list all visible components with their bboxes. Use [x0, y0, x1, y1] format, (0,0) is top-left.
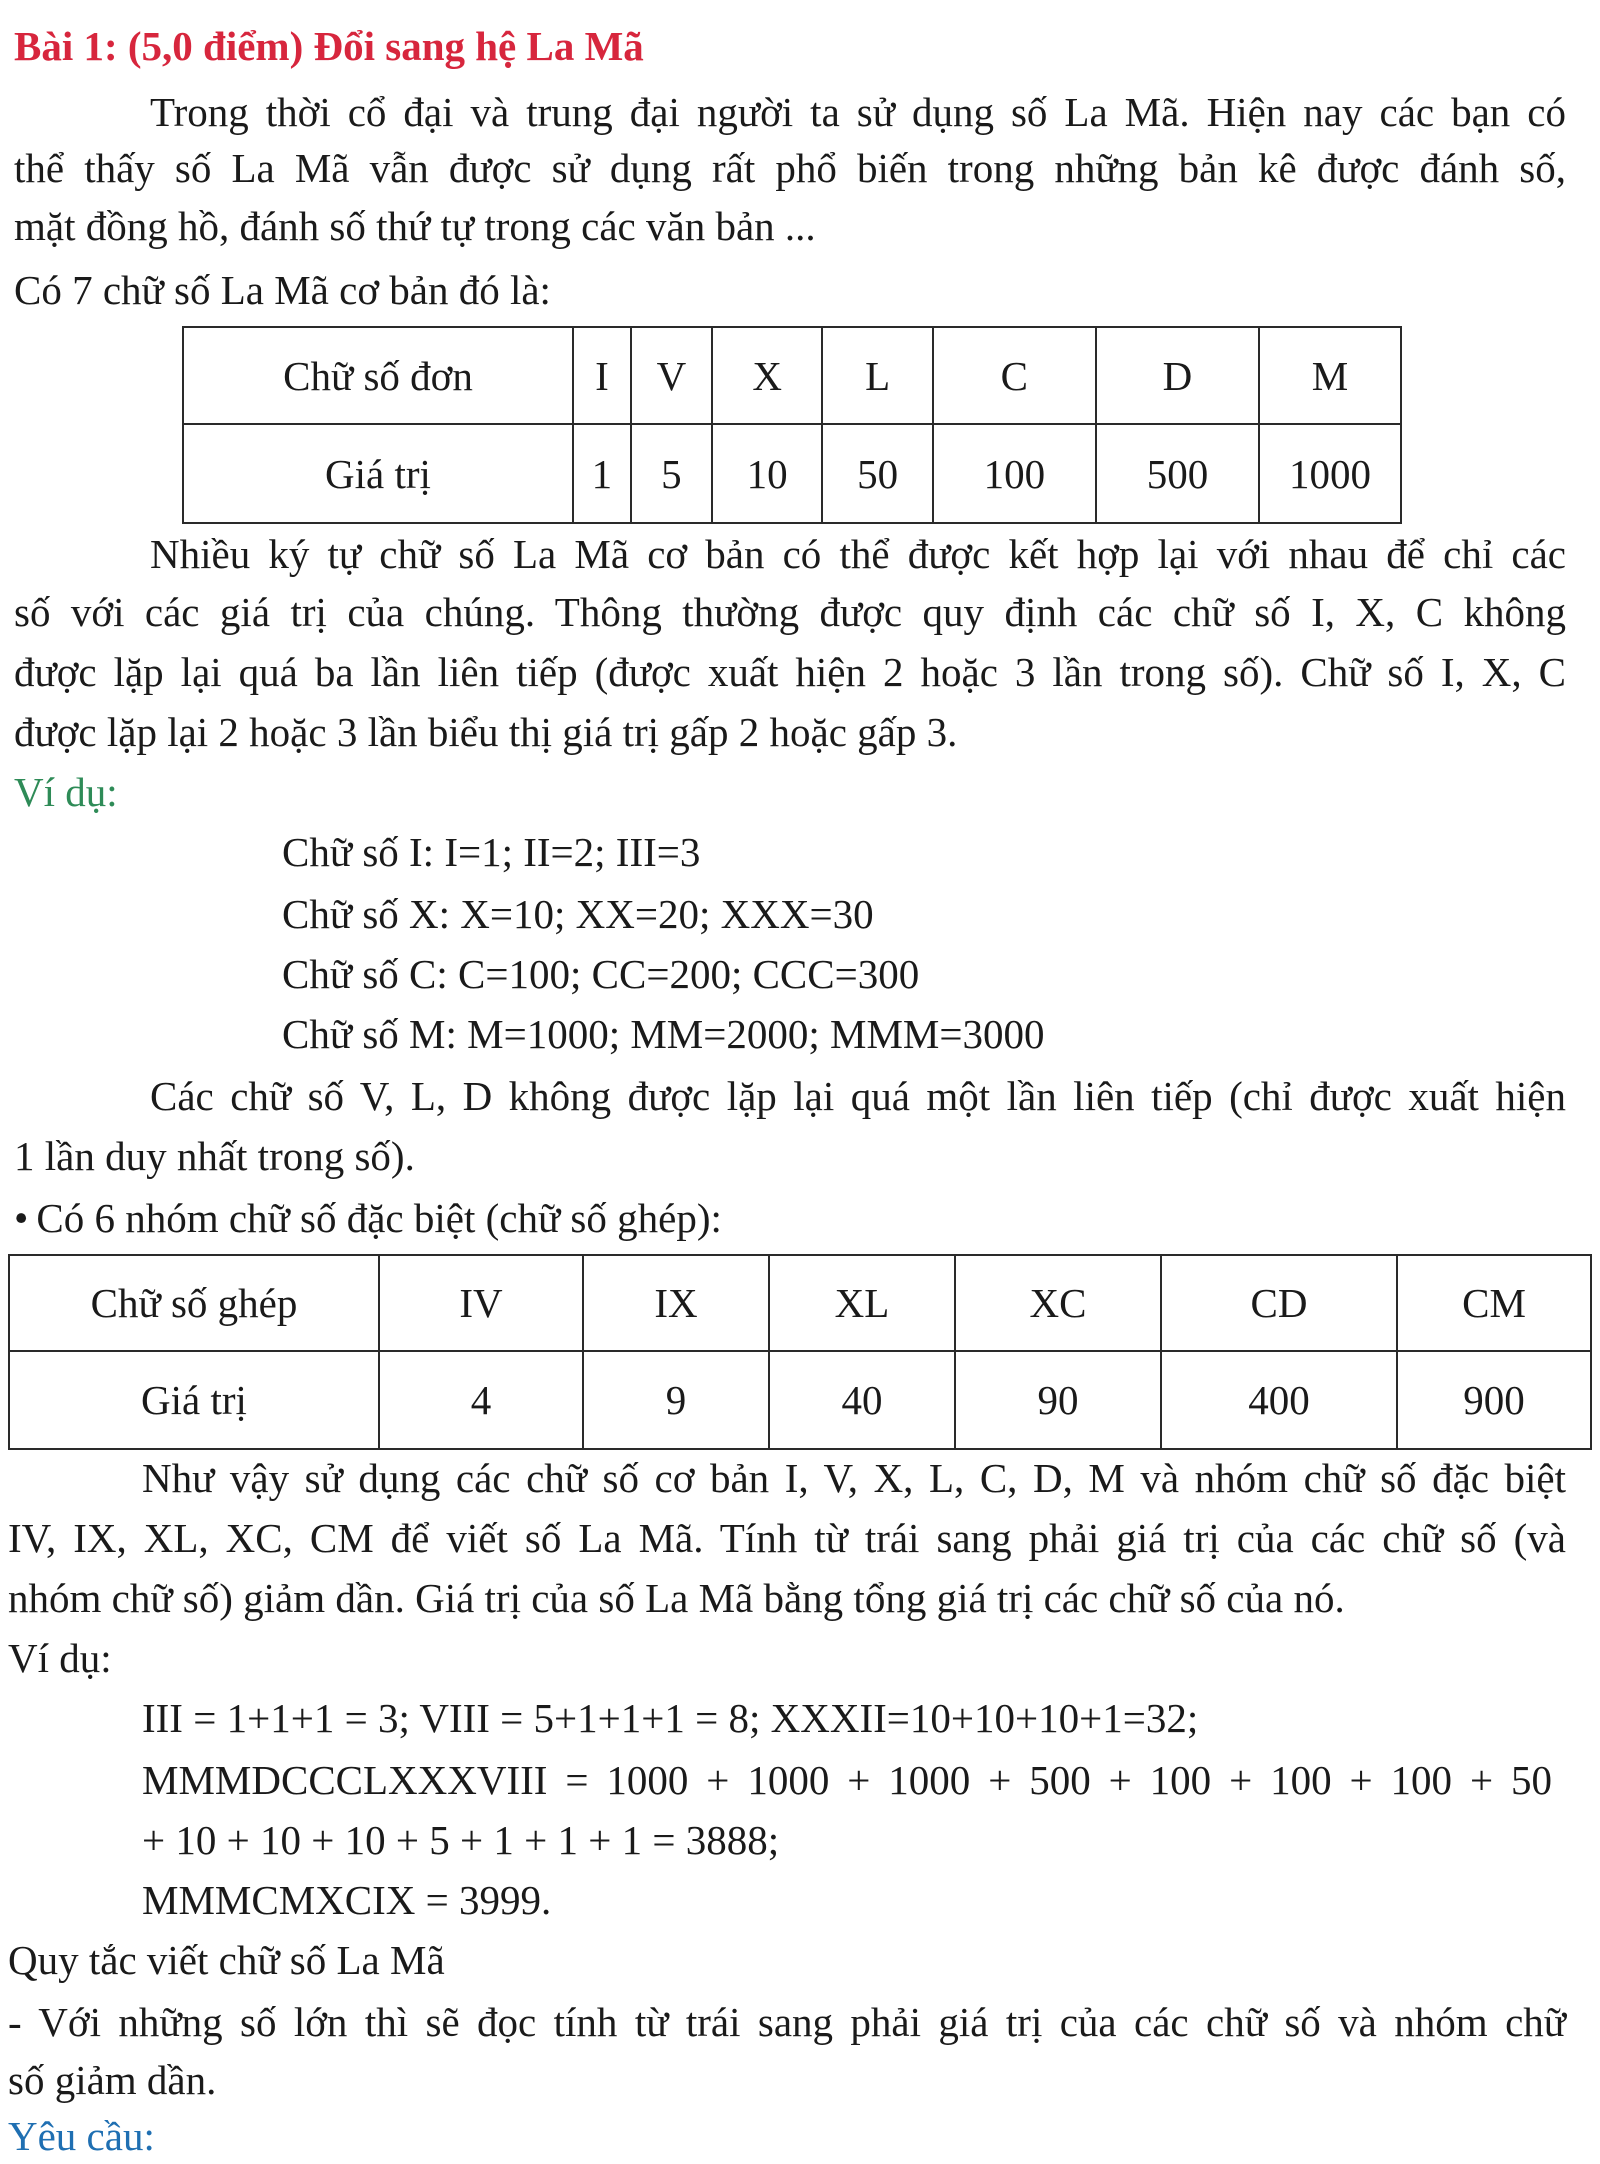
- example2-line-3: + 10 + 10 + 10 + 5 + 1 + 1 + 1 = 3888;: [142, 1817, 780, 1863]
- rule-line-1: - Với những số lớn thì sẽ đọc tính từ trái sang phải giá trị của các chữ số và nhóm chữ: [8, 1999, 1566, 2045]
- special-table-symbol: CM: [1397, 1255, 1591, 1351]
- basic-table-value: 1000: [1259, 424, 1401, 523]
- special-table-value: 900: [1397, 1351, 1591, 1449]
- special-digits-intro: [14, 1190, 722, 1246]
- special-table-value: 9: [583, 1351, 769, 1449]
- basic-table-value-label: Giá trị: [183, 424, 573, 523]
- special-table-value-row: [9, 1351, 1591, 1449]
- example2-line-2: MMMDCCCLXXXVIII = 1000 + 1000 + 1000 + 500 + 100 + 100 + 100 + 50: [142, 1757, 1552, 1803]
- basic-table-symbol: X: [712, 327, 822, 424]
- basic-table-symbol: D: [1096, 327, 1259, 424]
- basic-table-symbol: M: [1259, 327, 1401, 424]
- special-table-value: 40: [769, 1351, 955, 1449]
- basic-table-value: 100: [933, 424, 1096, 523]
- basic-table-symbol: I: [573, 327, 631, 424]
- special-table-symbol: IV: [379, 1255, 583, 1351]
- requirement-label: Yêu cầu:: [8, 2113, 155, 2159]
- basic-table-header-label: Chữ số đơn: [183, 327, 573, 424]
- special-table-symbol: XL: [769, 1255, 955, 1351]
- special-digits-intro-text: Có 6 nhóm chữ số đặc biệt (chữ số ghép):: [36, 1195, 722, 1241]
- special-table-value: 4: [379, 1351, 583, 1449]
- special-table-symbol: CD: [1161, 1255, 1397, 1351]
- example-line: Chữ số M: M=1000; MM=2000; MMM=3000: [282, 1011, 1045, 1057]
- example2-line-1: III = 1+1+1 = 3; VIII = 5+1+1+1 = 8; XXXII=10+10+10+1=32;: [142, 1695, 1199, 1741]
- combine-line-4: được lặp lại 2 hoặc 3 lần biểu thị giá trị gấp 2 hoặc gấp 3.: [14, 709, 958, 755]
- basic-table-value: 1: [573, 424, 631, 523]
- special-digits-table: [8, 1254, 1592, 1450]
- basic-digits-table: [182, 326, 1402, 524]
- example-line: Chữ số X: X=10; XX=20; XXX=30: [282, 891, 874, 937]
- combine-line-1: Nhiều ký tự chữ số La Mã cơ bản có thể được kết hợp lại với nhau để chỉ các: [150, 531, 1566, 577]
- intro-line-3: mặt đồng hồ, đánh số thứ tự trong các văn bản ...: [14, 203, 816, 249]
- intro-line-1: Trong thời cổ đại và trung đại người ta sử dụng số La Mã. Hiện nay các bạn có: [150, 89, 1566, 135]
- exercise-title: Bài 1: (5,0 điểm) Đổi sang hệ La Mã: [14, 23, 644, 69]
- rule-heading: Quy tắc viết chữ số La Mã: [8, 1937, 445, 1983]
- special-table-value: 400: [1161, 1351, 1397, 1449]
- summary-line-2: IV, IX, XL, XC, CM để viết số La Mã. Tính từ trái sang phải giá trị của các chữ số (và: [8, 1515, 1566, 1561]
- example-line: Chữ số C: C=100; CC=200; CCC=300: [282, 951, 920, 997]
- basic-table-value: 5: [631, 424, 712, 523]
- intro-line-2: thể thấy số La Mã vẫn được sử dụng rất phổ biến trong những bản kê được đánh số,: [14, 145, 1566, 191]
- vld-rule-line-1: Các chữ số V, L, D không được lặp lại quá một lần liên tiếp (chỉ được xuất hiện: [150, 1073, 1566, 1119]
- special-table-value: 90: [955, 1351, 1161, 1449]
- example-line: Chữ số I: I=1; II=2; III=3: [282, 829, 701, 875]
- example-label: Ví dụ:: [14, 769, 118, 815]
- basic-table-symbol: L: [822, 327, 932, 424]
- basic-table-symbol: C: [933, 327, 1096, 424]
- bullet-icon: •: [14, 1195, 29, 1241]
- example2-line-4: MMMCMXCIX = 3999.: [142, 1877, 552, 1923]
- special-table-header-row: [9, 1255, 1591, 1351]
- special-table-header-label: Chữ số ghép: [9, 1255, 379, 1351]
- basic-table-value-row: [183, 424, 1401, 523]
- basic-table-value: 50: [822, 424, 932, 523]
- basic-digits-intro: Có 7 chữ số La Mã cơ bản đó là:: [14, 267, 551, 313]
- special-table-value-label: Giá trị: [9, 1351, 379, 1449]
- basic-table-value: 500: [1096, 424, 1259, 523]
- example2-label: Ví dụ:: [8, 1635, 112, 1681]
- summary-line-3: nhóm chữ số) giảm dần. Giá trị của số La Mã bằng tổng giá trị các chữ số của nó.: [8, 1575, 1345, 1621]
- special-table-symbol: IX: [583, 1255, 769, 1351]
- vld-rule-line-2: 1 lần duy nhất trong số).: [14, 1133, 415, 1179]
- combine-line-3: được lặp lại quá ba lần liên tiếp (được xuất hiện 2 hoặc 3 lần trong số). Chữ số I, X, C: [14, 649, 1566, 695]
- basic-table-value: 10: [712, 424, 822, 523]
- basic-table-header-row: [183, 327, 1401, 424]
- combine-line-2: số với các giá trị của chúng. Thông thường được quy định các chữ số I, X, C không: [14, 589, 1566, 635]
- special-table-symbol: XC: [955, 1255, 1161, 1351]
- basic-table-symbol: V: [631, 327, 712, 424]
- rule-line-2: số giảm dần.: [8, 2057, 217, 2103]
- summary-line-1: Như vậy sử dụng các chữ số cơ bản I, V, X, L, C, D, M và nhóm chữ số đặc biệt: [142, 1455, 1566, 1501]
